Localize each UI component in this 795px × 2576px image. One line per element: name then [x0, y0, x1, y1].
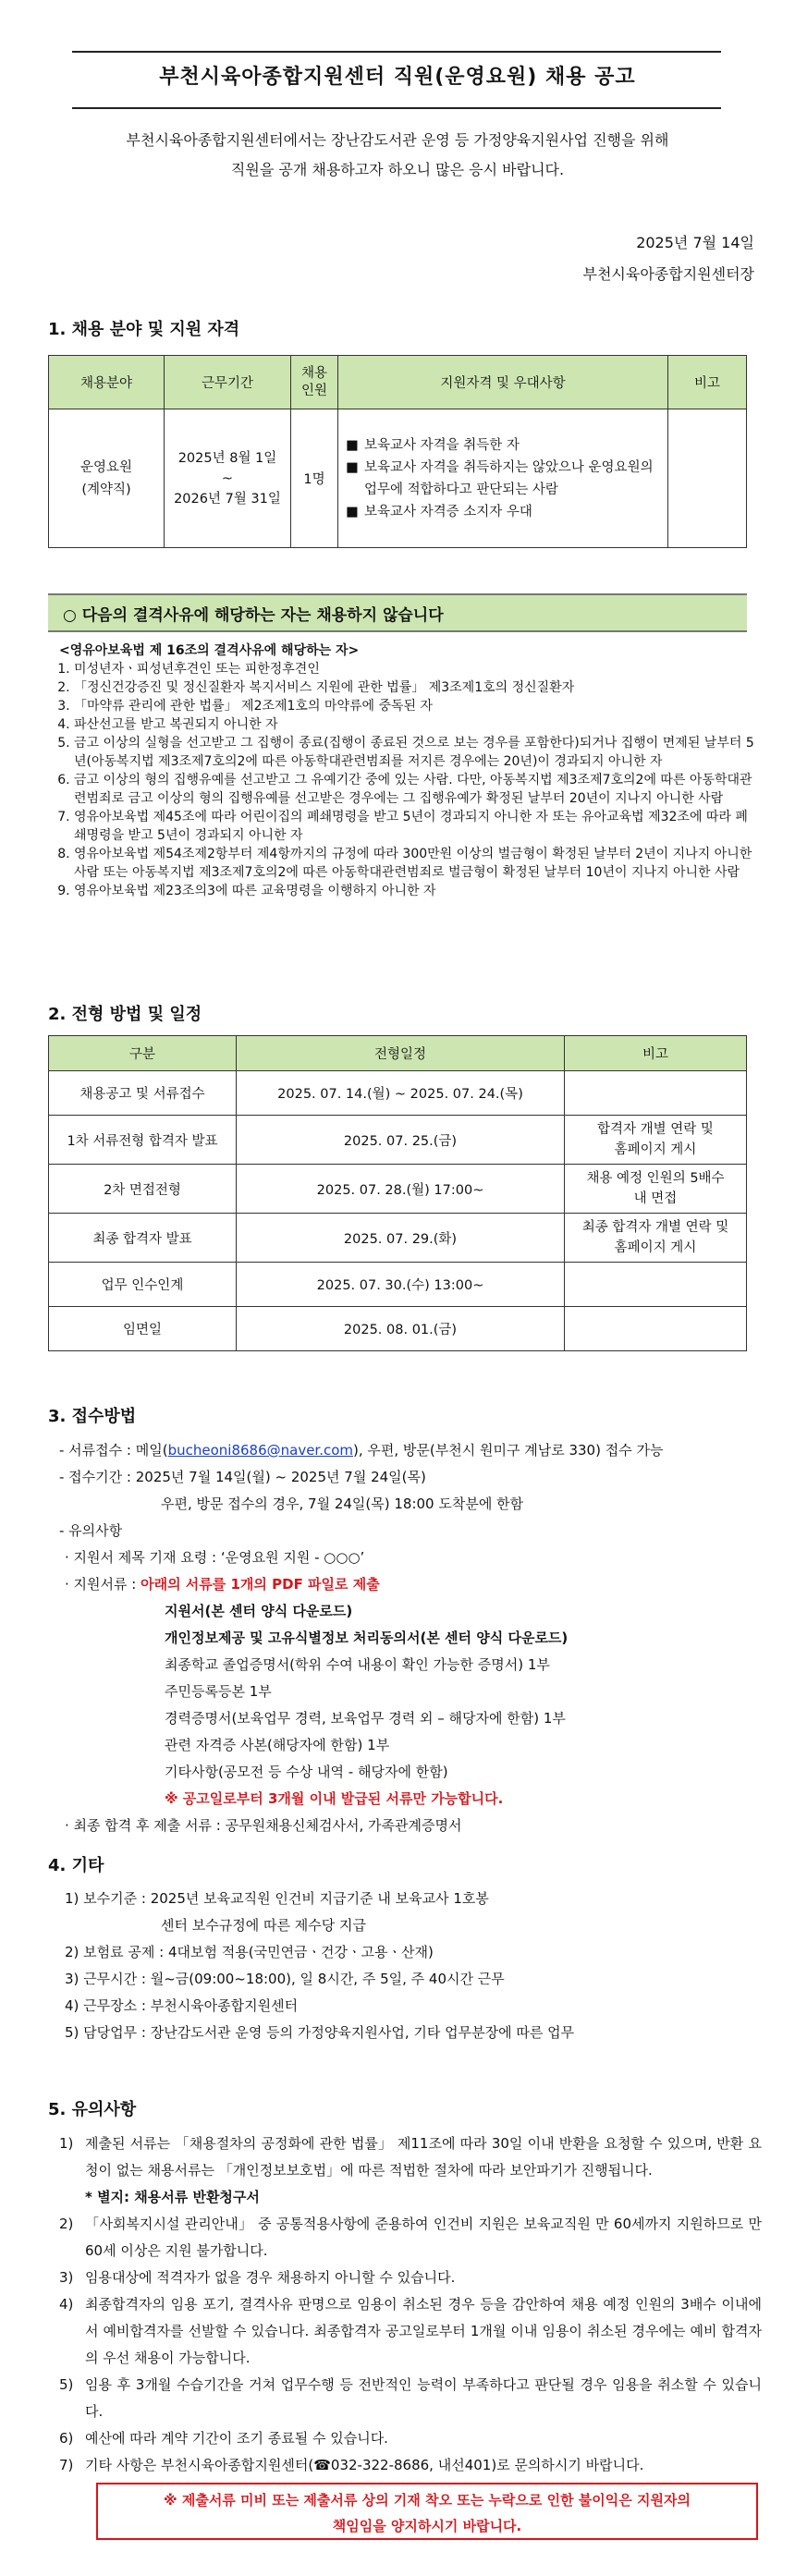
remark-cell [565, 1071, 747, 1116]
qual-text: 보육교사 자격을 취득한 자 [364, 437, 520, 453]
warning-box [96, 2483, 758, 2540]
doc-item: 개인정보제공 및 고유식별정보 처리동의서(본 센터 양식 다운로드) [165, 1630, 569, 1646]
recruit-table [48, 355, 747, 548]
period-line: - 접수기간 : 2025년 7월 14일(월) ~ 2025년 7월 24일(목) [59, 1469, 426, 1485]
date-cell: 2025. 07. 25.(금) [237, 1116, 565, 1165]
field-cell [49, 409, 165, 548]
disq-item: 7. 영유아보육법 제45조에 따라 어린이집의 폐쇄명령을 받고 5년이 경과되지 아니한 자 또는 유아교육법 제32조에 따라 폐쇄명령을 받고 5년이 경과되지 아니한 자 [74, 808, 754, 845]
note-num: 5) [59, 2376, 74, 2393]
email-link[interactable]: bucheoni8686@naver.com [167, 1442, 354, 1459]
note-item [59, 2372, 762, 2425]
period-tilde: ~ [221, 470, 234, 486]
date-cell: 2025. 07. 30.(수) 13:00~ [237, 1263, 565, 1307]
disq-item: 2. 「정신건강증진 및 정신질환자 복지서비스 지원에 관한 법률」 제3조제1호의 정신질환자 [74, 678, 754, 697]
doc-item: 최종학교 졸업증명서(학위 수여 내용이 확인 가능한 증명서) 1부 [165, 1656, 550, 1673]
section-1-heading: 1. 채용 분야 및 지원 자격 [48, 320, 240, 339]
disqualification-head: <영유아보육법 제 16조의 결격사유에 해당하는 자> [59, 643, 360, 658]
col-count: 채용 인원 [291, 356, 338, 409]
quals-cell [338, 409, 668, 548]
other-item: 1) 보수기준 : 2025년 보육교직원 인건비 지급기준 내 보육교사 1호봉 [65, 1890, 489, 1907]
subject-rule: · 지원서 제목 기재 요령 : ‘운영요원 지원 - ○○○’ [65, 1549, 365, 1566]
section-3-heading: 3. 접수방법 [48, 1407, 137, 1426]
qual-item [346, 457, 660, 501]
remark-cell [565, 1307, 747, 1351]
note-text: 제출된 서류는 「채용절차의 공정화에 관한 법률」 제11조에 따라 30일 이내 반환을 요청할 수 있으며, 반환 요청이 없는 채용서류는 「개인정보보호법」에 따른 적법한 절차에 따라 보안파기가 진행됩니다. [85, 2135, 762, 2179]
date-cell: 2025. 07. 14.(월) ~ 2025. 07. 24.(목) [237, 1071, 565, 1116]
stage-cell: 최종 합격자 발표 [49, 1214, 237, 1263]
other-item: 센터 보수규정에 따른 제수당 지급 [161, 1917, 366, 1934]
col-quals: 지원자격 및 우대사항 [338, 356, 668, 409]
disq-item: 1. 미성년자ㆍ피성년후견인 또는 피한정후견인 [74, 660, 754, 678]
disqualification-banner [48, 593, 747, 632]
note-item [59, 2265, 762, 2291]
other-item: 2) 보험료 공제 : 4대보험 적용(국민연금ㆍ건강ㆍ고용ㆍ산재) [65, 1944, 434, 1960]
col-remark: 비고 [565, 1036, 747, 1071]
final-docs: · 최종 합격 후 제출 서류 : 공무원채용신체검사서, 가족관계증명서 [65, 1817, 462, 1834]
top-rule [72, 51, 721, 53]
note-cell [668, 409, 747, 548]
qual-text: 보육교사 자격을 취득하지는 않았으나 운영요원의 업무에 적합하다고 판단되는 사람 [364, 459, 654, 497]
docs-warning: ※ 공고일로부터 3개월 이내 발급된 서류만 가능합니다. [165, 1790, 504, 1807]
doc-item: 주민등록등본 1부 [165, 1683, 272, 1700]
field-name: 운영요원 [80, 459, 133, 475]
col-field: 채용분야 [49, 356, 165, 409]
remark-cell: 최종 합격자 개별 연락 및 홈페이지 게시 [565, 1214, 747, 1263]
other-item: 3) 근무시간 : 월~금(09:00~18:00), 일 8시간, 주 5일, 주 40시간 근무 [65, 1971, 505, 1987]
field-type: (계약직) [81, 482, 131, 497]
note-num: 3) [59, 2269, 74, 2286]
other-info [59, 1886, 762, 2046]
stage-cell: 채용공고 및 서류접수 [49, 1071, 237, 1116]
date-cell: 2025. 08. 01.(금) [237, 1307, 565, 1351]
square-bullet-icon: ■ [346, 459, 359, 475]
square-bullet-icon: ■ [346, 504, 359, 519]
disq-item: 8. 영유아보육법 제54조제2항부터 제4항까지의 규정에 따라 300만원 이상의 벌금형이 확정된 날부터 2년이 지나지 아니한 사람 또는 아동복지법 제3조제7호의2에 따른 아동학대관련범죄로 벌금형이 확정된 날부터 10년이 지나지 아니한 사람 [74, 845, 754, 882]
note-num: 7) [59, 2457, 74, 2473]
count-cell: 1명 [291, 409, 338, 548]
note-num: 6) [59, 2430, 74, 2447]
square-bullet-icon: ■ [346, 437, 359, 453]
apply-method [59, 1437, 762, 1839]
col-period: 근무기간 [165, 356, 291, 409]
mail-suffix: ), 우편, 방문(부천시 원미구 계남로 330) 접수 가능 [353, 1442, 664, 1459]
disq-item: 5. 금고 이상의 실형을 선고받고 그 집행이 종료(집행이 종료된 것으로 보는 경우를 포함한다)되거나 집행이 면제된 날부터 5년(아동복지법 제3조제7호의2에 따른 아동학대관련범죄를 저지른 경우에는 20년)이 경과되지 아니한 자 [74, 734, 754, 771]
remark-cell: 채용 예정 인원의 5배수 내 면접 [565, 1165, 747, 1214]
col-stage: 구분 [49, 1036, 237, 1071]
note-text: * 별지: 채용서류 반환청구서 [85, 2189, 260, 2205]
schedule-table [48, 1035, 747, 1351]
disq-item: 4. 파산선고를 받고 복권되지 아니한 자 [74, 715, 754, 734]
note-item [59, 2291, 762, 2372]
disq-item: 6. 금고 이상의 형의 집행유예를 선고받고 그 유예기간 중에 있는 사람. 다만, 아동복지법 제3조제7호의2에 따른 아동학대관련범죄로 금고 이상의 형의 집행유예를 선고받은 경우에는 그 집행유예가 확정된 날부터 20년이 지나지 아니한 사람 [74, 771, 754, 808]
warning-line-1: ※ 제출서류 미비 또는 제출서류 상의 기재 착오 또는 누락으로 인한 불이익은 지원자의 [164, 2492, 691, 2509]
period-cell [165, 409, 291, 548]
stage-cell: 2차 면접전형 [49, 1165, 237, 1214]
note-text: 임용대상에 적격자가 없을 경우 채용하지 아니할 수 있습니다. [85, 2269, 456, 2286]
docs-label: · 지원서류 : [65, 1576, 141, 1593]
intro-text [55, 126, 740, 185]
note-num: 1) [59, 2135, 74, 2152]
note-item [59, 2452, 762, 2479]
other-item: 4) 근무장소 : 부천시육아종합지원센터 [65, 1997, 299, 2014]
stage-cell: 임면일 [49, 1307, 237, 1351]
doc-item: 지원서(본 센터 양식 다운로드) [165, 1603, 353, 1619]
docs-line [59, 1571, 762, 1598]
stage-cell: 업무 인수인계 [49, 1263, 237, 1307]
note-num [59, 2184, 85, 2211]
mail-prefix: - 서류접수 : 메일( [59, 1442, 168, 1459]
period-end: 2026년 7월 31일 [174, 491, 281, 507]
section-2-heading: 2. 전형 방법 및 일정 [48, 1005, 202, 1024]
title-rule [72, 107, 721, 109]
note-text: 「사회복지시설 관리안내」 중 공통적용사항에 준용하여 인건비 지원은 보육교직원 만 60세까지 지원하므로 만 60세 이상은 지원 불가합니다. [85, 2216, 762, 2259]
col-date: 전형일정 [237, 1036, 565, 1071]
docs-red: 아래의 서류를 1개의 PDF 파일로 제출 [141, 1576, 380, 1593]
period-start: 2025년 8월 1일 [177, 450, 277, 466]
remark-cell: 합격자 개별 연락 및 홈페이지 게시 [565, 1116, 747, 1165]
qual-item [346, 501, 660, 523]
note-item [59, 2184, 762, 2211]
note-item [59, 2130, 762, 2184]
note-text: 최종합격자의 임용 포기, 결격사유 판명으로 임용이 취소된 경우 등을 감안하여 채용 예정 인원의 3배수 이내에서 예비합격자를 선발할 수 있습니다. 최종합격자 공고일로부터 1개월 이내 임용이 취소된 경우에는 예비 합격자의 우선 채용이 가능합니다. [85, 2296, 762, 2366]
date-cell: 2025. 07. 29.(화) [237, 1214, 565, 1263]
doc-item: 관련 자격증 사본(해당자에 한함) 1부 [165, 1737, 390, 1753]
disq-item: 3. 「마약류 관리에 관한 법률」 제2조제1호의 마약류에 중독된 자 [74, 697, 754, 715]
note-num: 2) [59, 2216, 74, 2232]
note-text: 임용 후 3개월 수습기간을 거쳐 업무수행 등 전반적인 능력이 부족하다고 판단될 경우 임용을 취소할 수 있습니다. [85, 2376, 762, 2420]
note-item [59, 2425, 762, 2452]
qual-item [346, 434, 660, 457]
issuer: 부천시육아종합지원센터장 [582, 265, 754, 283]
page-title: 부천시육아종합지원센터 직원(운영요원) 채용 공고 [159, 66, 636, 89]
remark-cell [565, 1263, 747, 1307]
qual-text: 보육교사 자격증 소지자 우대 [364, 504, 532, 519]
intro-line-2: 직원을 공개 채용하고자 하오니 많은 응시 바랍니다. [230, 161, 565, 178]
other-item: 5) 담당업무 : 장난감도서관 운영 등의 가정양육지원사업, 기타 업무분장에 따른 업무 [65, 2024, 575, 2041]
issue-info [583, 227, 754, 290]
note-num: 4) [59, 2296, 74, 2313]
warning-line-2: 책임임을 양지하시기 바랍니다. [332, 2518, 522, 2534]
disqualification-list [52, 641, 754, 900]
issue-date: 2025년 7월 14일 [636, 234, 754, 251]
disq-item: 9. 영유아보육법 제23조의3에 따른 교육명령을 이행하지 아니한 자 [74, 882, 754, 900]
note-text: 예산에 따라 계약 기간이 조기 종료될 수 있습니다. [85, 2430, 388, 2447]
doc-item: 경력증명서(보육업무 경력, 보육업무 경력 외 – 해당자에 한함) 1부 [165, 1710, 566, 1727]
note-text: 기타 사항은 부천시육아종합지원센터(☎032-322-8686, 내선401)로 문의하시기 바랍니다. [85, 2457, 644, 2473]
banner-text: ○ 다음의 결격사유에 해당하는 자는 채용하지 않습니다 [63, 606, 444, 625]
mail-line [59, 1437, 762, 1464]
section-4-heading: 4. 기타 [48, 1856, 104, 1875]
section-5-heading: 5. 유의사항 [48, 2100, 137, 2119]
notes-list [59, 2130, 762, 2479]
period-line-2: 우편, 방문 접수의 경우, 7월 24일(목) 18:00 도착분에 한함 [161, 1496, 524, 1512]
note-item [59, 2211, 762, 2265]
stage-cell: 1차 서류전형 합격자 발표 [49, 1116, 237, 1165]
date-cell: 2025. 07. 28.(월) 17:00~ [237, 1165, 565, 1214]
col-note: 비고 [668, 356, 747, 409]
intro-line-1: 부천시육아종합지원센터에서는 장난감도서관 운영 등 가정양육지원사업 진행을 위해 [126, 131, 669, 149]
notice-label: - 유의사항 [59, 1522, 123, 1539]
doc-item: 기타사항(공모전 등 수상 내역 - 해당자에 한함) [165, 1764, 448, 1780]
